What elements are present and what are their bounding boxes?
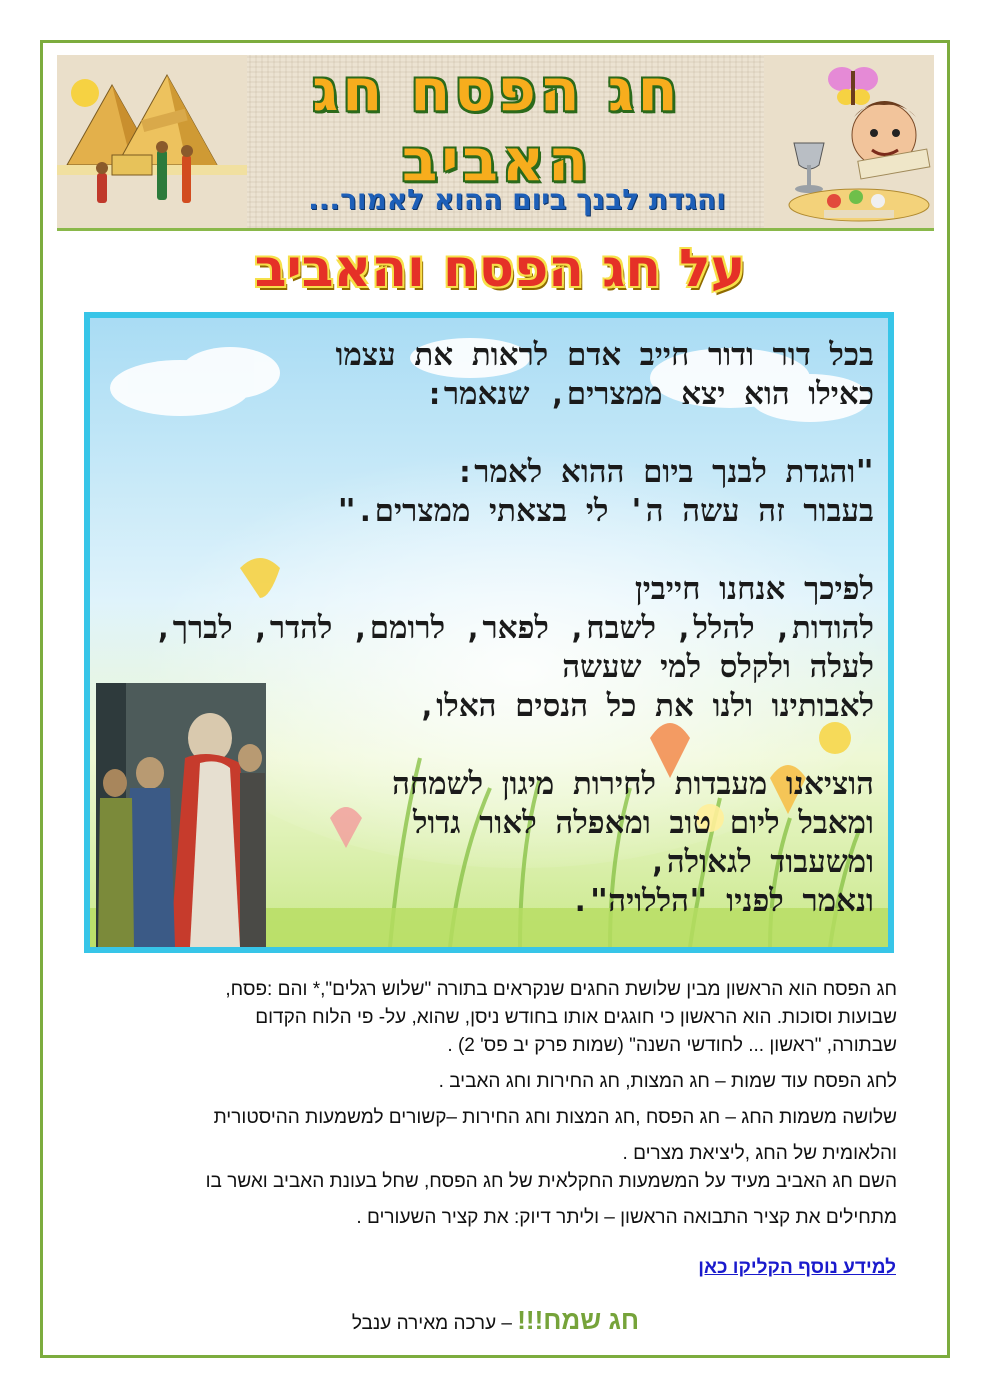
page-title: על חג הפסח והאביב <box>254 239 746 299</box>
poem-line: הוציאנו מעבדות לחירות מיגון לשמחה <box>392 766 874 802</box>
paragraph-3-line-2: והלאומית של החג ,ליציאת מצרים . <box>622 1143 897 1164</box>
paragraph-2: לחג הפסח עוד שמות – חג המצות, חג החירות וחג האביב . <box>438 1071 897 1092</box>
poem-line: בכל דור ודור חייב אדם לראות את עצמו <box>335 337 874 373</box>
holiday-greeting: חג שמח!!! <box>517 1305 640 1335</box>
poem-line: ונאמר לפניו "הללויה". <box>570 883 874 919</box>
poem-line: בעבור זה עשה ה' לי בצאתי ממצרים." <box>337 493 874 529</box>
poem-line: "והגדת לבנך ביום ההוא לאמר: <box>455 454 874 490</box>
more-info-link[interactable]: למידע נוסף הקליקו כאן <box>698 1257 896 1278</box>
poem-line: לפיכך אנחנו חייבין <box>634 571 874 607</box>
paragraph-1-line-2: שבועות וסוכות. הוא הראשון כי חוגגים אותו בחודש ניסן, שהוא, על- פי הלוח הקדום <box>255 1007 897 1028</box>
credit-text: – ערכה מאירה ענבל <box>351 1313 518 1334</box>
paragraph-4-line-1: השם חג האביב מעיד על המשמעות החקלאית של חג הפסח, שחל בעונת האביב ואשר בו <box>205 1171 897 1192</box>
poem-line: ומאבל ליום טוב ומאפלה לאור גדול <box>412 805 874 841</box>
footer <box>0 1305 991 1336</box>
article-body <box>90 976 897 1232</box>
banner-title: חג הפסח חג האביב <box>312 56 682 194</box>
poem-stanza-gap <box>114 531 874 570</box>
poem-line: ומשעבוד לגאולה, <box>648 844 874 880</box>
poem-stanza-gap <box>114 726 874 765</box>
paragraph-3-line-1: שלושה משמות החג – חג הפסח ,חג המצות וחג החירות –קשורים למשמעות ההיסטורית <box>213 1107 897 1128</box>
poem-line: כאילו הוא יצא ממצרים, שנאמר: <box>425 376 874 412</box>
poem-line: לאבותינו ולנו את כל הנסים האלו, <box>417 688 874 724</box>
haggadah-poem-panel <box>84 312 894 953</box>
paragraph-1-line-3: שבתורה, "ראשון ... לחודשי השנה" (שמות פרק יב פס' 2) . <box>447 1035 897 1056</box>
paragraph-1-line-1: חג הפסח הוא הראשון מבין שלושת החגים שנקראים בתורה "שלוש רגלים",* והם :פסח, <box>225 979 897 1000</box>
paragraph-4-line-2: מתחילים את קציר התבואה הראשון – וליתר דיוק: את קציר השעורים . <box>356 1207 897 1228</box>
poem-line: לעלה ולקלס למי שעשה <box>562 649 874 685</box>
poem-line: להודות, להלל, לשבח, לפאר, לרומם, להדר, לברך, <box>154 610 874 646</box>
header-banner <box>57 55 934 231</box>
poem-stanza-gap <box>114 414 874 453</box>
banner-subtitle: והגדת לבנך ביום ההוא לאמור... <box>308 183 726 216</box>
poem-text <box>114 336 874 921</box>
